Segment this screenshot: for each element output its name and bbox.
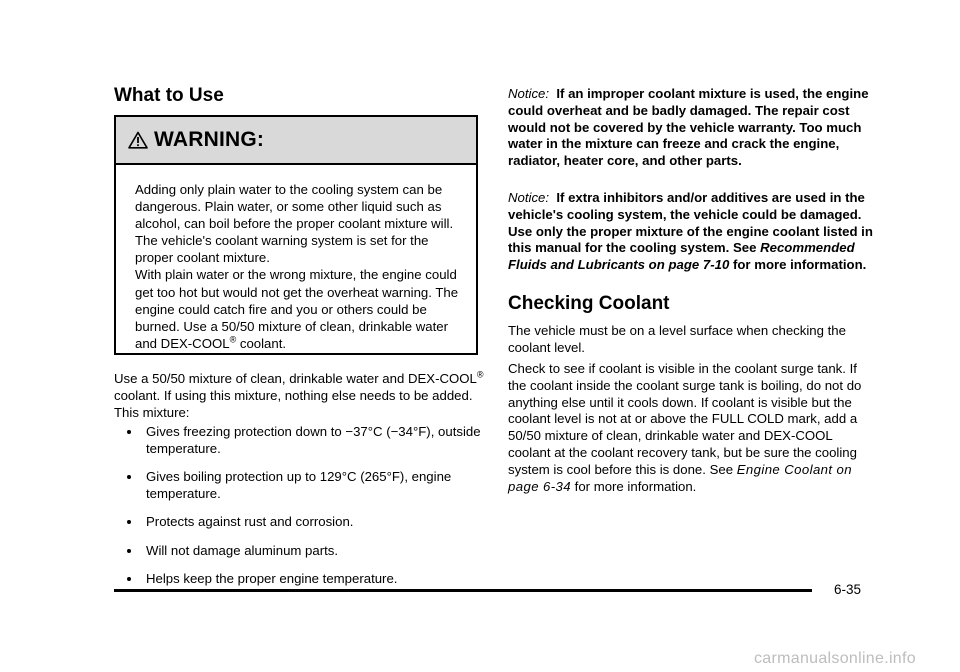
notice-inhibitors	[508, 190, 876, 274]
list-item-text: Gives boiling protection up to 129°C (265°F), engine temperature.	[146, 469, 452, 501]
list-item-text: Helps keep the proper engine temperature.	[146, 571, 398, 587]
list-item	[124, 469, 484, 503]
list-item	[124, 514, 484, 531]
warning-text-1: Adding only plain water to the cooling system can be dangerous. Plain water, or some other liquid such as alcohol, can boil before the proper coolant mixture will. The vehicle's coolant warning system is set for the proper coolant mixture.	[135, 182, 454, 266]
warning-header	[116, 117, 476, 165]
bullet-icon	[127, 475, 131, 479]
notice-label: Notice:	[508, 190, 550, 205]
warning-text-2b: coolant.	[236, 335, 287, 351]
notice-label: Notice:	[508, 86, 550, 101]
cross-reference-link[interactable]: Recommended Fluids and Lubricants on page 7-10	[508, 240, 855, 273]
intro-text-b: coolant. If using this mixture, nothing else needs to be added. This mixture:	[114, 387, 473, 420]
section-heading-what-to-use: What to Use	[114, 85, 224, 106]
registered-mark: ®	[229, 334, 237, 345]
watermark: carmanualsonline.info	[754, 650, 916, 667]
warning-text-2	[135, 266, 466, 351]
list-item-text: Gives freezing protection down to −37°C (−34°F), outside temperature.	[146, 424, 481, 456]
checking-paragraph-1: The vehicle must be on a level surface when checking the coolant level.	[508, 323, 846, 355]
warning-title: WARNING:	[154, 128, 265, 151]
notice-tail: for more information.	[732, 257, 867, 273]
bullet-icon	[127, 549, 131, 553]
list-item-text: Protects against rust and corrosion.	[146, 514, 354, 530]
intro-text-a: Use a 50/50 mixture of clean, drinkable water and DEX-COOL	[114, 371, 477, 386]
cross-reference-link[interactable]: Engine Coolant on page 6-34	[508, 461, 853, 494]
notice-text: If extra inhibitors and/or additives are used in the vehicle's cooling system, the vehicle could be damaged. Use only the proper mixture of the engine coolant listed in this manual for the cooling system. See	[508, 190, 873, 256]
notice-improper-mixture	[508, 86, 874, 170]
checking-text-tail: for more information.	[574, 478, 697, 494]
footer-rule	[114, 589, 812, 592]
intro-paragraph	[114, 371, 484, 421]
list-item-text: Will not damage aluminum parts.	[146, 542, 339, 558]
bullet-icon	[127, 577, 131, 581]
warning-body	[116, 165, 476, 352]
registered-mark: ®	[476, 369, 484, 380]
list-item	[124, 424, 484, 458]
warning-box	[114, 115, 478, 355]
checking-text-a: Check to see if coolant is visible in the coolant surge tank. If the coolant inside the coolant surge tank is boiling, do not do anything else until it cools down.	[508, 361, 862, 410]
bullet-icon	[127, 430, 131, 434]
list-item	[124, 543, 484, 560]
warning-triangle-icon	[128, 131, 148, 149]
notice-text: If an improper coolant mixture is used, the engine could overheat and be badly damaged. The repair cost would not be covered by the vehicle warranty. Too much water in the mixture can freeze and crack the engine, radiator, heater core, and other parts.	[508, 86, 869, 169]
page-number: 6-35	[834, 582, 862, 597]
checking-text-b: If coolant is visible but the coolant level is not at or above the FULL COLD mark, add a 50/50 mixture of clean, drinkable water and DEX-COOL coolant at the coolant recovery tank, but be sure the cooling system is cool before this is done. See	[508, 394, 858, 477]
mixture-benefits-list	[124, 424, 484, 600]
checking-paragraph-2	[508, 361, 874, 495]
section-heading-checking-coolant: Checking Coolant	[508, 293, 670, 314]
list-item	[124, 571, 484, 588]
bullet-icon	[127, 520, 131, 524]
warning-text-2a: With plain water or the wrong mixture, the engine could get too hot but would not get the overheat warning. The engine could catch fire and you or others could be burned. Use a 50/50 mixture of clean, drinkable water and DEX-COOL	[135, 267, 459, 351]
